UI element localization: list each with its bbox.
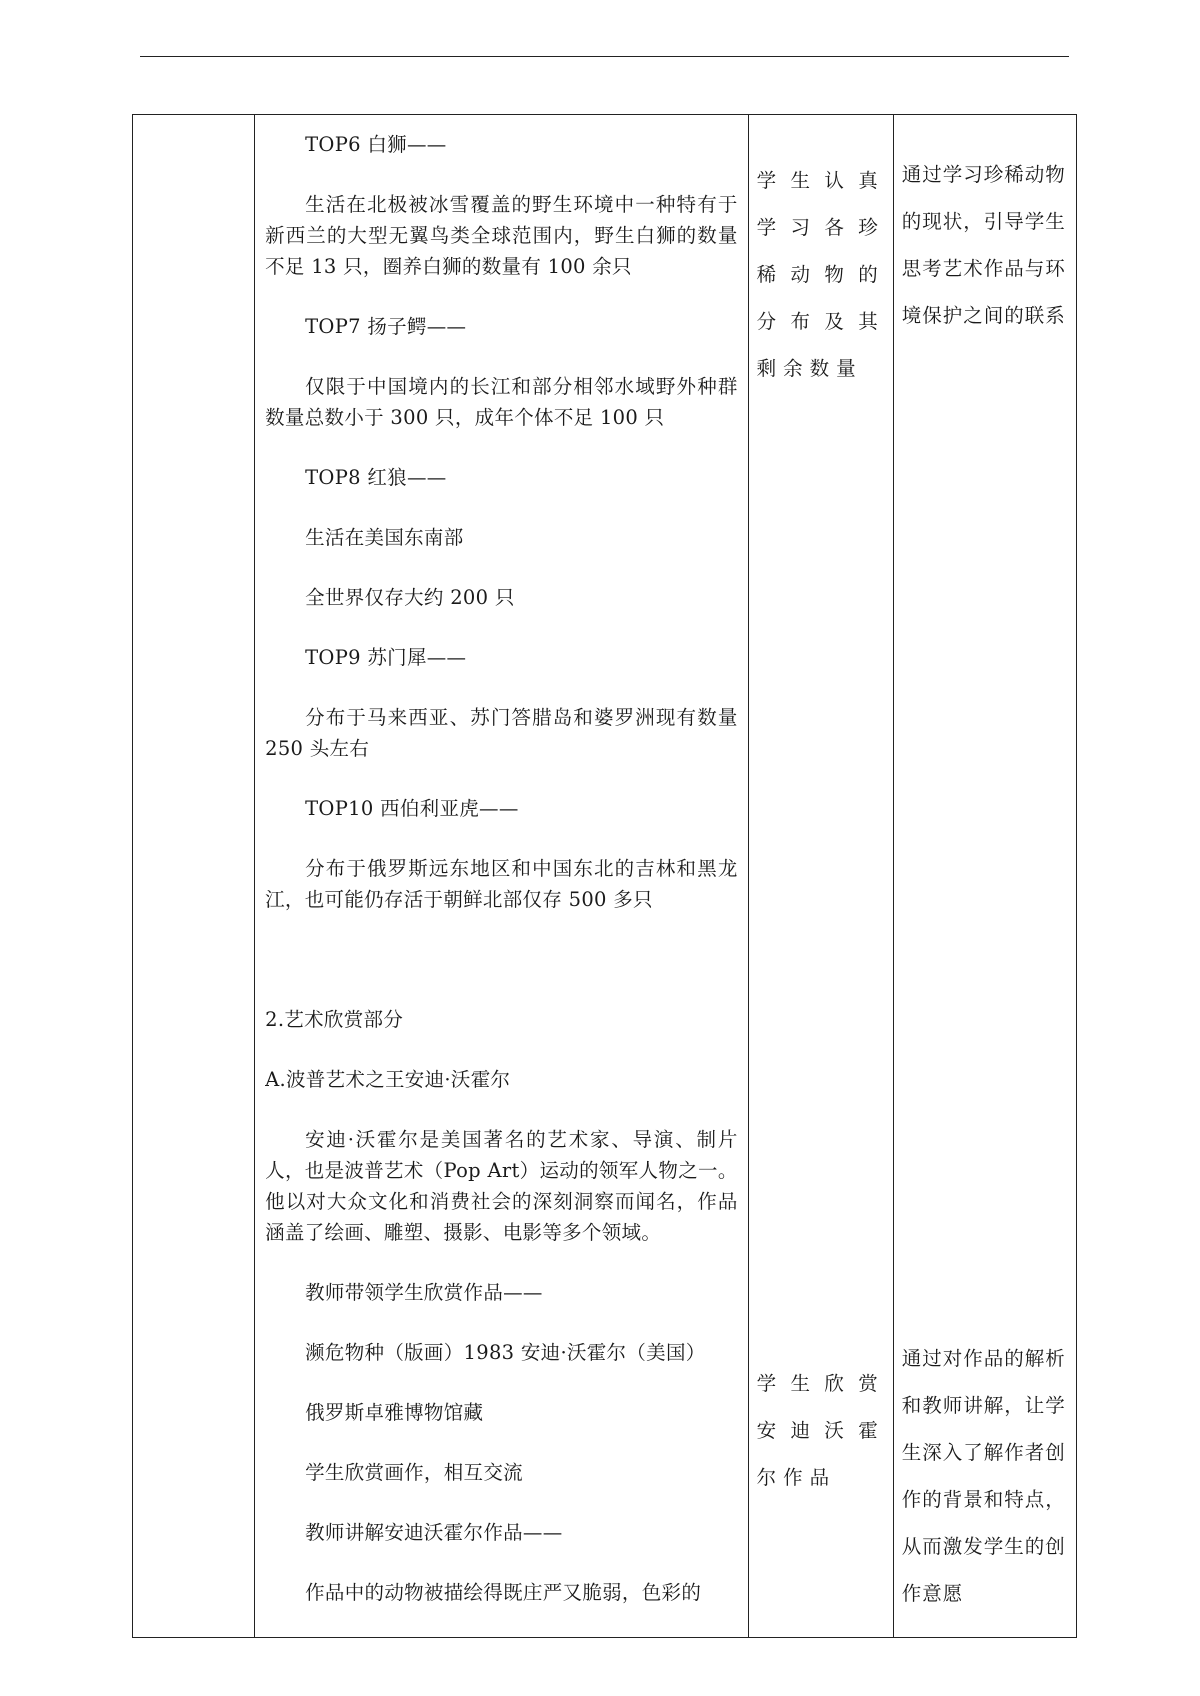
warhol-bio: 安迪·沃霍尔是美国著名的艺术家、导演、制片人，也是波普艺术（Pop Art）运动的领军人物之一。他以对大众文化和消费社会的深刻洞察而闻名，作品涵盖了绘画、雕塑、摄影、电影等多个领域。 [265, 1128, 738, 1244]
top10-desc: 分布于俄罗斯远东地区和中国东北的吉林和黑龙江，也可能仍存活于朝鲜北部仅存 500 多只 [265, 857, 738, 911]
top8-desc-2: 全世界仅存大约 200 只 [305, 586, 515, 609]
design-intent-1: 通过学习珍稀动物的现状，引导学生思考艺术作品与环境保护之间的联系 [901, 163, 1066, 327]
top7-title: TOP7 扬子鳄—— [305, 315, 467, 338]
blank-gap [265, 944, 738, 1004]
artwork-info: 濒危物种（版画）1983 安迪·沃霍尔（美国） [305, 1341, 706, 1364]
artwork-collection: 俄罗斯卓雅博物馆藏 [305, 1401, 484, 1424]
artwork-desc: 作品中的动物被描绘得既庄严又脆弱，色彩的 [305, 1581, 702, 1604]
top9-desc: 分布于马来西亚、苏门答腊岛和婆罗洲现有数量 250 头左右 [265, 706, 738, 760]
top7-desc: 仅限于中国境内的长江和部分相邻水域野外种群数量总数小于 300 只，成年个体不足 100 只 [265, 375, 738, 429]
top6-desc: 生活在北极被冰雪覆盖的野生环境中一种特有于新西兰的大型无翼鸟类全球范围内，野生白狮的数量不足 13 只，圈养白狮的数量有 100 余只 [265, 193, 738, 278]
student-activity-cell [748, 115, 893, 1638]
top6-title: TOP6 白狮—— [305, 133, 447, 156]
top10-title: TOP10 西伯利亚虎—— [305, 797, 519, 820]
section2-subtitle: A.波普艺术之王安迪·沃霍尔 [265, 1068, 511, 1091]
design-intent-cell [893, 115, 1076, 1638]
student-activity-1: 学生认真学习各珍稀动物的分布及其剩余数量 [756, 169, 885, 380]
table-row [133, 115, 1077, 1638]
top8-desc-1: 生活在美国东南部 [305, 526, 464, 549]
design-intent-2: 通过对作品的解析和教师讲解，让学生深入了解作者创作的背景和特点，从而激发学生的创作意愿 [901, 1347, 1066, 1605]
lesson-plan-table [132, 114, 1077, 1638]
top9-title: TOP9 苏门犀—— [305, 646, 467, 669]
top8-title: TOP8 红狼—— [305, 466, 447, 489]
teaching-content-cell [255, 115, 749, 1638]
stage-cell [133, 115, 255, 1638]
student-activity-2: 学生欣赏安迪沃霍尔作品 [756, 1372, 885, 1489]
student-exchange: 学生欣赏画作，相互交流 [305, 1461, 523, 1484]
teacher-explain: 教师讲解安迪沃霍尔作品—— [305, 1521, 563, 1544]
teacher-lead: 教师带领学生欣赏作品—— [305, 1281, 543, 1304]
section2-title: 2.艺术欣赏部分 [265, 1008, 404, 1031]
header-rule [140, 56, 1069, 57]
